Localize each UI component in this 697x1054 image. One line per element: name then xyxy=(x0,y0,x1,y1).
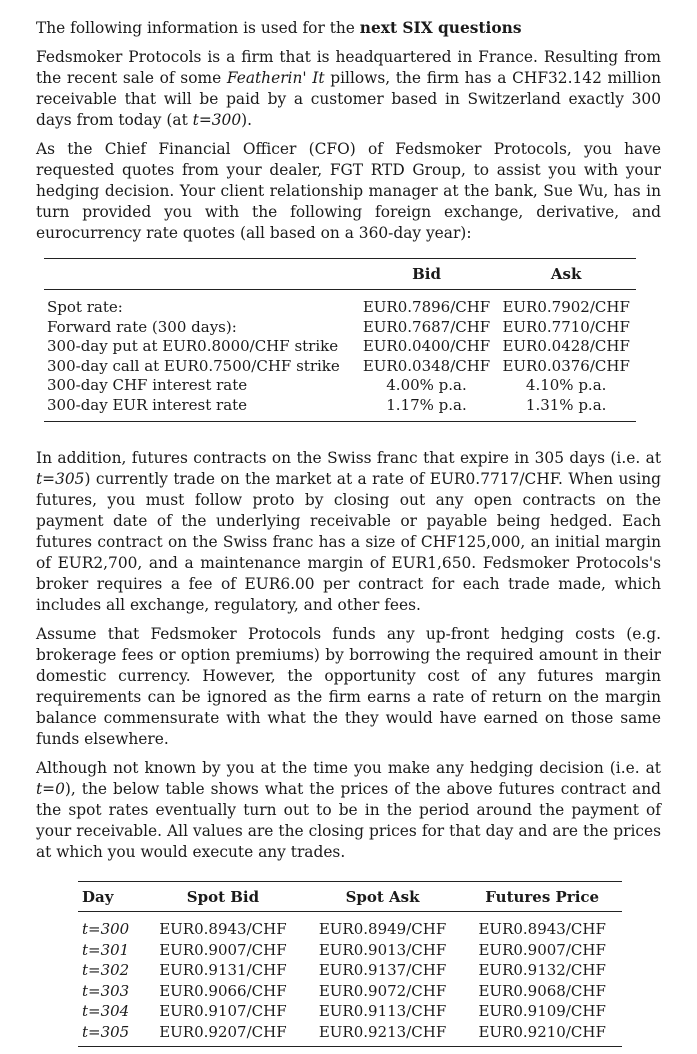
table-row xyxy=(78,940,622,961)
spot-ask-cell: EUR0.9213/CHF xyxy=(303,1022,463,1047)
table-row xyxy=(44,357,636,377)
row-label: 300-day CHF interest rate xyxy=(47,376,248,394)
table-row xyxy=(44,318,636,338)
quotes-header-ask: Ask xyxy=(496,259,636,290)
ask-cell: EUR0.0376/CHF xyxy=(502,356,630,375)
bid-cell: EUR0.7896/CHF xyxy=(362,298,491,316)
para1-text-c: ). xyxy=(241,111,253,129)
ask-cell: EUR0.7710/CHF xyxy=(502,317,630,336)
intro-lead: The following information is used for the xyxy=(36,19,360,37)
ask-cell: EUR0.0428/CHF xyxy=(502,337,630,355)
futures-cell: EUR0.9109/CHF xyxy=(478,1002,606,1020)
bid-cell: 1.17% p.a. xyxy=(357,396,497,422)
row-label: 300-day EUR interest rate xyxy=(44,396,357,422)
spot-ask-cell: EUR0.9013/CHF xyxy=(318,940,447,959)
spot-ask-cell: EUR0.9137/CHF xyxy=(318,961,447,979)
day-cell: t=300 xyxy=(82,920,130,938)
para1-text-b: pillows, the firm has a CHF32.142 million receivable that will be paid by a customer based in Switzerland exactly 300 days from today (at xyxy=(36,69,662,129)
paragraph-2: As the Chief Financial Officer (CFO) of Fedsmoker Protocols, you have requested quotes from your dealer, FGT RTD Group, to assist you with your hedging decision. Your client relationship manager at the bank, Sue Wu, has in turn provided you with the following foreign exchange, derivative, and eurocurrency rate quotes (all based on a 360-day year): xyxy=(36,140,661,242)
quotes-header-row xyxy=(44,259,636,290)
table-row xyxy=(78,912,622,940)
prices-header-spot-ask: Spot Ask xyxy=(303,882,463,912)
row-label: Spot rate: xyxy=(47,298,123,316)
spot-bid-cell: EUR0.8943/CHF xyxy=(159,920,287,938)
prices-table xyxy=(78,881,622,1047)
row-label: 300-day put at EUR0.8000/CHF strike xyxy=(47,337,339,355)
para3-time: t=305 xyxy=(36,470,85,488)
futures-cell: EUR0.9007/CHF xyxy=(478,940,606,959)
futures-cell: EUR0.8943/CHF xyxy=(478,920,606,938)
spot-ask-cell: EUR0.9072/CHF xyxy=(318,981,447,1000)
spot-bid-cell: EUR0.9066/CHF xyxy=(159,981,287,1000)
para5-time: t=0 xyxy=(36,780,65,798)
product-name: Featherin' It xyxy=(226,69,325,87)
intro-line xyxy=(36,18,661,39)
row-label: 300-day call at EUR0.7500/CHF strike xyxy=(47,356,340,375)
spot-bid-cell: EUR0.9107/CHF xyxy=(159,1002,287,1020)
table-row xyxy=(44,396,636,422)
futures-cell: EUR0.9132/CHF xyxy=(478,961,606,979)
para5-text-b: ), the below table shows what the prices of the above futures contract and the spot rates eventually turn out to be in the period around the payment of your receivable. All values are the closing prices for that day and are the prices at which you would execute any trades. xyxy=(36,780,661,861)
quotes-header-label xyxy=(44,259,357,290)
para3-text-b: ) currently trade on the market at a rate of EUR0.7717/CHF. When using futures, you must follow proto by closing out any open contracts on the payment date of the underlying receivable or payable being hedged. Each futures contract on the Swiss franc has a size of CHF125,000, an initial margin of EUR2,700, and a maintenance margin of EUR1,650. Fedsmoker Protocols's broker requires a fee of EUR6.00 per contract for each trade made, which includes all exchange, regulatory, and other fees. xyxy=(36,470,661,614)
day-cell: t=305 xyxy=(78,1022,143,1047)
paragraph-1 xyxy=(36,47,661,131)
spot-ask-cell: EUR0.8949/CHF xyxy=(318,920,447,938)
spot-ask-cell: EUR0.9113/CHF xyxy=(318,1002,447,1020)
table-row xyxy=(78,1001,622,1022)
para5-text-a: Although not known by you at the time you make any hedging decision (i.e. at xyxy=(36,759,661,777)
para3-text-a: In addition, futures contracts on the Swiss franc that expire in 305 days (i.e. at xyxy=(36,449,661,467)
table-row xyxy=(44,290,636,318)
paragraph-5 xyxy=(36,758,661,863)
row-label: Forward rate (300 days): xyxy=(47,317,237,336)
table-row xyxy=(78,981,622,1002)
prices-header-spot-bid: Spot Bid xyxy=(143,882,303,912)
bid-cell: EUR0.0400/CHF xyxy=(362,337,491,355)
para1-time: t=300 xyxy=(192,111,242,129)
table-row xyxy=(78,1022,622,1047)
bid-cell: EUR0.0348/CHF xyxy=(362,356,491,375)
spot-bid-cell: EUR0.9207/CHF xyxy=(143,1022,303,1047)
ask-cell: EUR0.7902/CHF xyxy=(502,298,630,316)
quotes-header-bid: Bid xyxy=(357,259,497,290)
prices-header-row xyxy=(78,882,622,912)
prices-header-futures: Futures Price xyxy=(462,882,622,912)
intro-bold: next SIX questions xyxy=(359,19,522,37)
spot-bid-cell: EUR0.9007/CHF xyxy=(159,940,287,959)
day-cell: t=304 xyxy=(82,1002,130,1020)
ask-cell: 4.10% p.a. xyxy=(525,376,607,394)
day-cell: t=302 xyxy=(82,961,130,979)
futures-cell: EUR0.9068/CHF xyxy=(478,981,606,1000)
spot-bid-cell: EUR0.9131/CHF xyxy=(159,961,287,979)
table-row xyxy=(44,337,636,357)
quotes-table xyxy=(44,258,636,422)
paragraph-4: Assume that Fedsmoker Protocols funds any up-front hedging costs (e.g. brokerage fees or option premiums) by borrowing the required amount in their domestic currency. However, the opportunity cost of any futures margin requirements can be ignored as the firm earns a rate of return on the margin balance commensurate with what the they would have earned on those same funds elsewhere. xyxy=(36,625,661,748)
futures-cell: EUR0.9210/CHF xyxy=(462,1022,622,1047)
ask-cell: 1.31% p.a. xyxy=(496,396,636,422)
day-cell: t=301 xyxy=(82,940,130,959)
bid-cell: 4.00% p.a. xyxy=(386,376,467,394)
day-cell: t=303 xyxy=(82,981,130,1000)
bid-cell: EUR0.7687/CHF xyxy=(362,317,491,336)
paragraph-3 xyxy=(36,448,661,616)
prices-header-day: Day xyxy=(78,882,143,912)
table-row xyxy=(78,960,622,981)
table-row xyxy=(44,376,636,396)
para1-text-a: Fedsmoker Protocols is a firm that is headquartered in France. Resulting from the recent sale of some xyxy=(36,48,661,87)
